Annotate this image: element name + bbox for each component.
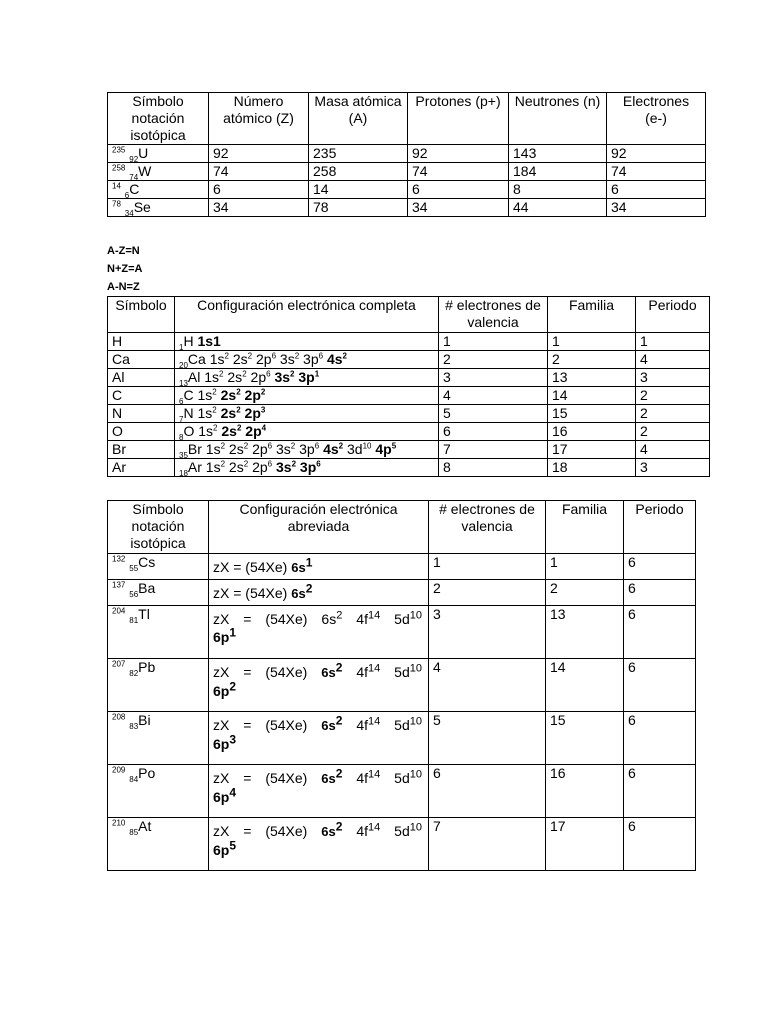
table-row xyxy=(108,405,710,423)
valence-electrons: 1 xyxy=(429,554,546,580)
family: 2 xyxy=(548,351,636,369)
period: 3 xyxy=(636,459,710,477)
atomic-mass: 78 xyxy=(309,199,408,217)
period: 3 xyxy=(636,369,710,387)
table-row xyxy=(108,712,696,765)
protons: 34 xyxy=(408,199,509,217)
header-cell: Periodo xyxy=(636,297,710,333)
element-symbol: Al xyxy=(108,369,175,387)
valence-electrons: 8 xyxy=(439,459,548,477)
table-header-row xyxy=(108,501,696,554)
electron-configuration: $_{13}$Al $1s^2$ $2s^2$ $2p^6$ $3s^2$ $3p^1$ xyxy=(175,369,439,387)
valence-electrons: 6 xyxy=(429,765,546,818)
electrons: 34 xyxy=(607,199,706,217)
header-cell: Configuración electrónica completa xyxy=(175,297,439,333)
valence-electrons: 4 xyxy=(439,387,548,405)
valence-electrons: 2 xyxy=(429,580,546,606)
neutrons: 8 xyxy=(509,181,607,199)
table-row xyxy=(108,181,706,199)
period: 2 xyxy=(636,423,710,441)
electron-configuration: zX = (54Xe) $6s^2$ $4f^{14}$ $5d^{10}$ $6p^3$ xyxy=(209,712,429,765)
protons: 92 xyxy=(408,145,509,163)
element-symbol: C xyxy=(108,387,175,405)
header-cell: Símbolo notación isotópica xyxy=(108,501,209,554)
family: 13 xyxy=(548,369,636,387)
family: 2 xyxy=(546,580,624,606)
period: 6 xyxy=(624,765,696,818)
header-cell: Periodo xyxy=(624,501,696,554)
family: 15 xyxy=(546,712,624,765)
element-symbol: N xyxy=(108,405,175,423)
table-row xyxy=(108,765,696,818)
table-row xyxy=(108,659,696,712)
element-symbol: Br xyxy=(108,441,175,459)
electron-configuration: zX = (54Xe) $6s^2$ $4f^{14}$ $5d^{10}$ $6p^4$ xyxy=(209,765,429,818)
atomic-mass: 258 xyxy=(309,163,408,181)
formulas-block xyxy=(107,242,142,296)
electron-configuration: $_{18}$Ar $1s^2$ $2s^2$ $2p^6$ $3s^2$ $3p^6$ xyxy=(175,459,439,477)
isotope-symbol: $^{209}$ $_{84}$Po xyxy=(108,765,209,818)
electron-configuration: zX = (54Xe) $6s^2$ $4f^{14}$ $5d^{10}$ $6p^2$ xyxy=(209,659,429,712)
electron-configuration: $_7$N $1s^2$ $2s^2$ $2p^3$ xyxy=(175,405,439,423)
isotope-symbol: $^{207}$ $_{82}$Pb xyxy=(108,659,209,712)
electron-configuration: $_8$O $1s^2$ $2s^2$ $2p^4$ xyxy=(175,423,439,441)
valence-electrons: 1 xyxy=(439,333,548,351)
header-cell: Configuración electrónica abreviada xyxy=(209,501,429,554)
isotope-symbol: $^{235}$ $_{92}$U xyxy=(108,145,209,163)
electron-configuration: zX = (54Xe) $6s^2$ $4f^{14}$ $5d^{10}$ $6p^1$ xyxy=(209,606,429,659)
valence-electrons: 5 xyxy=(429,712,546,765)
element-symbol: O xyxy=(108,423,175,441)
isotope-symbol: $^{208}$ $_{83}$Bi xyxy=(108,712,209,765)
element-symbol: Ar xyxy=(108,459,175,477)
period: 6 xyxy=(624,712,696,765)
isotope-symbol: $^{78}$ $_{34}$Se xyxy=(108,199,209,217)
period: 6 xyxy=(624,580,696,606)
protons: 74 xyxy=(408,163,509,181)
header-cell: Número atómico (Z) xyxy=(209,93,309,145)
atomic-mass: 14 xyxy=(309,181,408,199)
period: 6 xyxy=(624,606,696,659)
electron-configuration: $_1$H 1s1 xyxy=(175,333,439,351)
table-row xyxy=(108,554,696,580)
family: 14 xyxy=(546,659,624,712)
isotope-symbol: $^{210}$ $_{85}$At xyxy=(108,818,209,871)
isotope-symbol: $^{132}$ $_{55}$Cs xyxy=(108,554,209,580)
family: 16 xyxy=(546,765,624,818)
period: 6 xyxy=(624,554,696,580)
valence-electrons: 2 xyxy=(439,351,548,369)
isotope-table xyxy=(107,92,706,217)
isotope-symbol: $^{204}$ $_{81}$Tl xyxy=(108,606,209,659)
header-cell: # electrones de valencia xyxy=(429,501,546,554)
electron-configuration: $_{20}$Ca $1s^2$ $2s^2$ $2p^6$ $3s^2$ $3p^6$ $4s^2$ xyxy=(175,351,439,369)
family: 14 xyxy=(548,387,636,405)
electron-config-table xyxy=(107,296,710,477)
valence-electrons: 7 xyxy=(439,441,548,459)
valence-electrons: 3 xyxy=(439,369,548,387)
table-row xyxy=(108,441,710,459)
period: 4 xyxy=(636,351,710,369)
atomic-mass: 235 xyxy=(309,145,408,163)
table-row xyxy=(108,199,706,217)
valence-electrons: 6 xyxy=(439,423,548,441)
neutrons: 184 xyxy=(509,163,607,181)
period: 2 xyxy=(636,387,710,405)
header-cell: Neutrones (n) xyxy=(509,93,607,145)
table-row xyxy=(108,459,710,477)
table-row xyxy=(108,145,706,163)
electron-configuration: zX = (54Xe) $6s^2$ $4f^{14}$ $5d^{10}$ $6p^5$ xyxy=(209,818,429,871)
formula: N+Z=A xyxy=(107,263,143,275)
valence-electrons: 5 xyxy=(439,405,548,423)
family: 18 xyxy=(548,459,636,477)
valence-electrons: 7 xyxy=(429,818,546,871)
table-row xyxy=(108,163,706,181)
formula: A-Z=N xyxy=(107,245,140,257)
isotope-symbol: $^{14}$ $_6$C xyxy=(108,181,209,199)
element-symbol: H xyxy=(108,333,175,351)
period: 6 xyxy=(624,818,696,871)
header-cell: Familia xyxy=(546,501,624,554)
header-cell: Masa atómica (A) xyxy=(309,93,408,145)
electrons: 92 xyxy=(607,145,706,163)
electron-configuration: zX = (54Xe) $6s^2$ xyxy=(209,580,429,606)
electron-configuration: $_{35}$Br $1s^2$ $2s^2$ $2p^6$ $3s^2$ $3p^6$ $4s^2$ $3d^{10}$ $4p^5$ xyxy=(175,441,439,459)
table-row xyxy=(108,387,710,405)
table-row xyxy=(108,333,710,351)
atomic-number: 92 xyxy=(209,145,309,163)
header-cell: Símbolo notación isotópica xyxy=(108,93,209,145)
atomic-number: 74 xyxy=(209,163,309,181)
isotope-symbol: $^{258}$ $_{74}$W xyxy=(108,163,209,181)
header-cell: Protones (p+) xyxy=(408,93,509,145)
isotope-symbol: $^{137}$ $_{56}$Ba xyxy=(108,580,209,606)
family: 17 xyxy=(548,441,636,459)
header-cell: # electrones de valencia xyxy=(439,297,548,333)
header-cell: Electrones (e-) xyxy=(607,93,706,145)
formula: A-N=Z xyxy=(107,281,140,293)
table-row xyxy=(108,423,710,441)
valence-electrons: 4 xyxy=(429,659,546,712)
family: 17 xyxy=(546,818,624,871)
table-header-row xyxy=(108,297,710,333)
header-cell: Símbolo xyxy=(108,297,175,333)
abbreviated-config-table xyxy=(107,500,696,871)
electron-configuration: zX = (54Xe) $6s^1$ xyxy=(209,554,429,580)
table-row xyxy=(108,818,696,871)
protons: 6 xyxy=(408,181,509,199)
valence-electrons: 3 xyxy=(429,606,546,659)
table-row xyxy=(108,580,696,606)
family: 15 xyxy=(548,405,636,423)
period: 6 xyxy=(624,659,696,712)
family: 16 xyxy=(548,423,636,441)
table-row xyxy=(108,369,710,387)
table-header-row xyxy=(108,93,706,145)
electron-configuration: $_6$C $1s^2$ $2s^2$ $2p^2$ xyxy=(175,387,439,405)
electrons: 74 xyxy=(607,163,706,181)
electrons: 6 xyxy=(607,181,706,199)
table-row xyxy=(108,606,696,659)
table-row xyxy=(108,351,710,369)
period: 1 xyxy=(636,333,710,351)
family: 1 xyxy=(548,333,636,351)
family: 13 xyxy=(546,606,624,659)
element-symbol: Ca xyxy=(108,351,175,369)
atomic-number: 6 xyxy=(209,181,309,199)
atomic-number: 34 xyxy=(209,199,309,217)
period: 4 xyxy=(636,441,710,459)
header-cell: Familia xyxy=(548,297,636,333)
period: 2 xyxy=(636,405,710,423)
neutrons: 143 xyxy=(509,145,607,163)
neutrons: 44 xyxy=(509,199,607,217)
family: 1 xyxy=(546,554,624,580)
